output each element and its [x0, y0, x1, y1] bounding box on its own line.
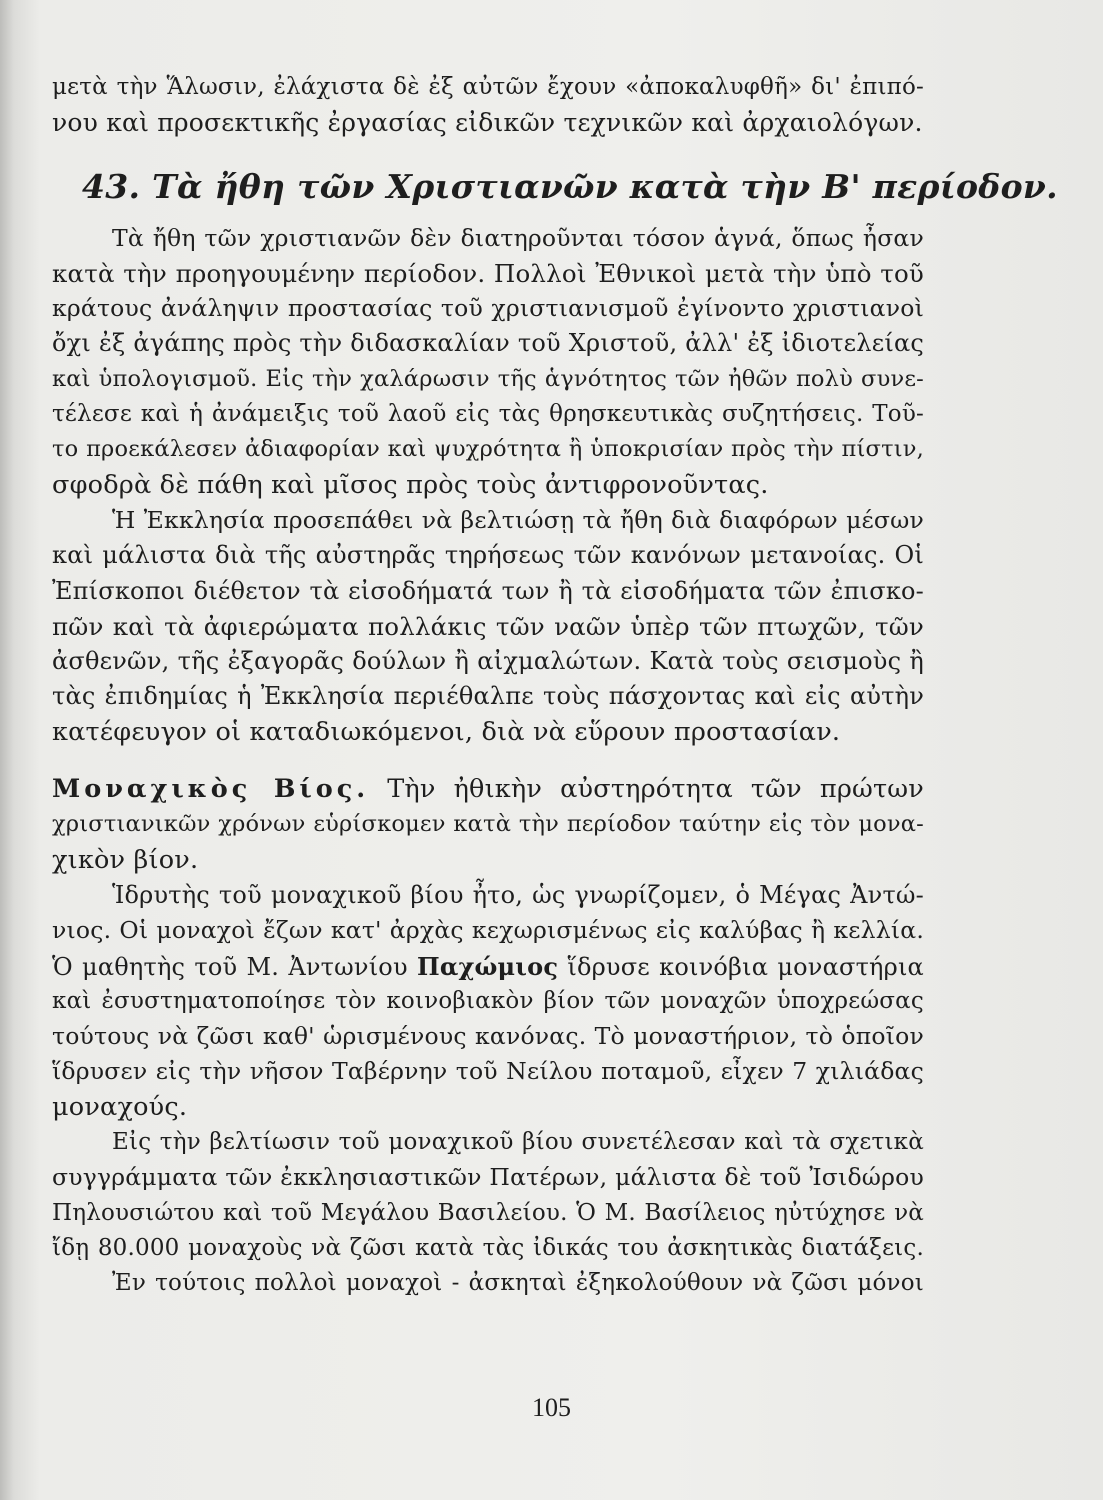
text-line: Πηλουσιώτου καὶ τοῦ Μεγάλου Βασιλείου. Ὁ Μ. Βασίλειος ηὐτύχησε νὰ: [52, 1199, 924, 1226]
text-line: νου καὶ προσεκτικῆς ἐργασίας εἰδικῶν τεχνικῶν καὶ ἀρχαιολόγων.: [52, 108, 923, 138]
text-line: μοναχούς.: [52, 1091, 188, 1122]
name-pachomios: Παχώμιος: [416, 951, 559, 981]
text-line: το προεκάλεσεν ἀδιαφορίαν καὶ ψυχρότητα ἢ ὑποκρισίαν πρὸς τὴν πίστιν,: [52, 436, 924, 463]
text-line: χριστιανικῶν χρόνων εὑρίσκομεν κατὰ τὴν περίοδον ταύτην εἰς τὸν μονα-: [52, 811, 924, 838]
text-run: Τὴν ἠθικὴν αὐστηρότητα τῶν πρώτων: [387, 774, 924, 805]
text-line: ἴδῃ 80.000 μοναχοὺς νὰ ζῶσι κατὰ τὰς ἰδικάς του ἀσκητικὰς διατάξεις.: [52, 1234, 924, 1261]
text-line: κατέφευγον οἱ καταδιωκόμενοι, διὰ νὰ εὕρουν προστασίαν.: [52, 716, 841, 747]
text-run: Ὁ μαθητὴς τοῦ Μ. Ἀντωνίου: [52, 952, 408, 981]
text-line: Ἐν τούτοις πολλοὶ μοναχοὶ - ἀσκηταὶ ἐξηκολούθουν νὰ ζῶσι μόνοι: [112, 1270, 924, 1297]
text-line: Τὰ ἤθη τῶν χριστιανῶν δὲν διατηροῦνται τόσον ἁγνά, ὅπως ἦσαν: [112, 223, 924, 252]
text-line: ἵδρυσεν εἰς τὴν νῆσον Ταβέρνην τοῦ Νείλου ποταμοῦ, εἶχεν 7 χιλιάδας: [52, 1057, 924, 1086]
text-line: καὶ μάλιστα διὰ τῆς αὐστηρᾶς τηρήσεως τῶν κανόνων μετανοίας. Οἱ: [52, 541, 924, 570]
text-line: ἀσθενῶν, τῆς ἐξαγορᾶς δούλων ἢ αἰχμαλώτων. Κατὰ τοὺς σεισμοὺς ἢ: [52, 647, 924, 676]
text-line: κράτους ἀνάληψιν προστασίας τοῦ χριστιανισμοῦ ἐγίνοντο χριστιανοὶ: [52, 294, 924, 323]
text-line: νιος. Οἱ μοναχοὶ ἔζων κατ' ἀρχὰς κεχωρισμένως εἰς καλύβας ἢ κελλία.: [52, 916, 924, 945]
text-line: [52, 772, 924, 807]
text-line: Ἡ Ἐκκλησία προσεπάθει νὰ βελτιώσῃ τὰ ἤθη διὰ διαφόρων μέσων: [112, 505, 924, 534]
text-line: συγγράμματα τῶν ἐκκλησιαστικῶν Πατέρων, μάλιστα δὲ τοῦ Ἰσιδώρου: [52, 1163, 924, 1192]
subsection-heading: Μοναχικὸς Βίος.: [52, 774, 370, 805]
text-run: ἵδρυσε κοινόβια μοναστήρια: [567, 952, 924, 981]
text-column: [52, 70, 1058, 1302]
text-line: τὰς ἐπιδημίας ἡ Ἐκκλησία περιέθαλπε τοὺς πάσχοντας καὶ εἰς αὐτὴν: [52, 682, 924, 711]
text-line: Ἐπίσκοποι διέθετον τὰ εἰσοδήματά των ἢ τὰ εἰσοδήματα τῶν ἐπισκο-: [52, 576, 924, 605]
text-line: καὶ ὑπολογισμοῦ. Εἰς τὴν χαλάρωσιν τῆς ἁγνότητος τῶν ἠθῶν πολὺ συνε-: [52, 365, 924, 392]
text-line: σφοδρὰ δὲ πάθη καὶ μῖσος πρὸς τοὺς ἀντιφρονοῦντας.: [52, 469, 769, 500]
text-line: κατὰ τὴν προηγουμένην περίοδον. Πολλοὶ Ἐθνικοὶ μετὰ τὴν ὑπὸ τοῦ: [52, 258, 924, 288]
text-line: τέλεσε καὶ ἡ ἀνάμειξις τοῦ λαοῦ εἰς τὰς θρησκευτικὰς συζητήσεις. Τοῦ-: [52, 401, 924, 428]
text-line: Ἱδρυτὴς τοῦ μοναχικοῦ βίου ἦτο, ὡς γνωρίζομεν, ὁ Μέγας Ἀντώ-: [112, 880, 924, 909]
page-number: 105: [532, 1393, 571, 1422]
text-line: μετὰ τὴν Ἅλωσιν, ἐλάχιστα δὲ ἐξ αὐτῶν ἔχουν «ἀποκαλυφθῆ» δι' ἐπιπό-: [52, 74, 924, 100]
text-line: χικὸν βίον.: [52, 844, 199, 875]
text-line: [52, 949, 924, 984]
text-line: ὄχι ἐξ ἀγάπης πρὸς τὴν διδασκαλίαν τοῦ Χριστοῦ, ἀλλ' ἐξ ἰδιοτελείας: [52, 329, 924, 358]
text-line: πῶν καὶ τὰ ἀφιερώματα πολλάκις τῶν ναῶν ὑπὲρ τῶν πτωχῶν, τῶν: [52, 611, 924, 641]
section-heading: 43. Τὰ ἤθη τῶν Χριστιανῶν κατὰ τὴν Β' περίοδον.: [82, 166, 1058, 206]
text-line: καὶ ἐσυστηματοποίησε τὸν κοινοβιακὸν βίον τῶν μοναχῶν ὑποχρεώσας: [52, 987, 924, 1014]
text-line: Εἰς τὴν βελτίωσιν τοῦ μοναχικοῦ βίου συνετέλεσαν καὶ τὰ σχετικὰ: [112, 1129, 924, 1156]
text-line: τούτους νὰ ζῶσι καθ' ὡρισμένους κανόνας. Τὸ μοναστήριον, τὸ ὁποῖον: [52, 1022, 924, 1051]
